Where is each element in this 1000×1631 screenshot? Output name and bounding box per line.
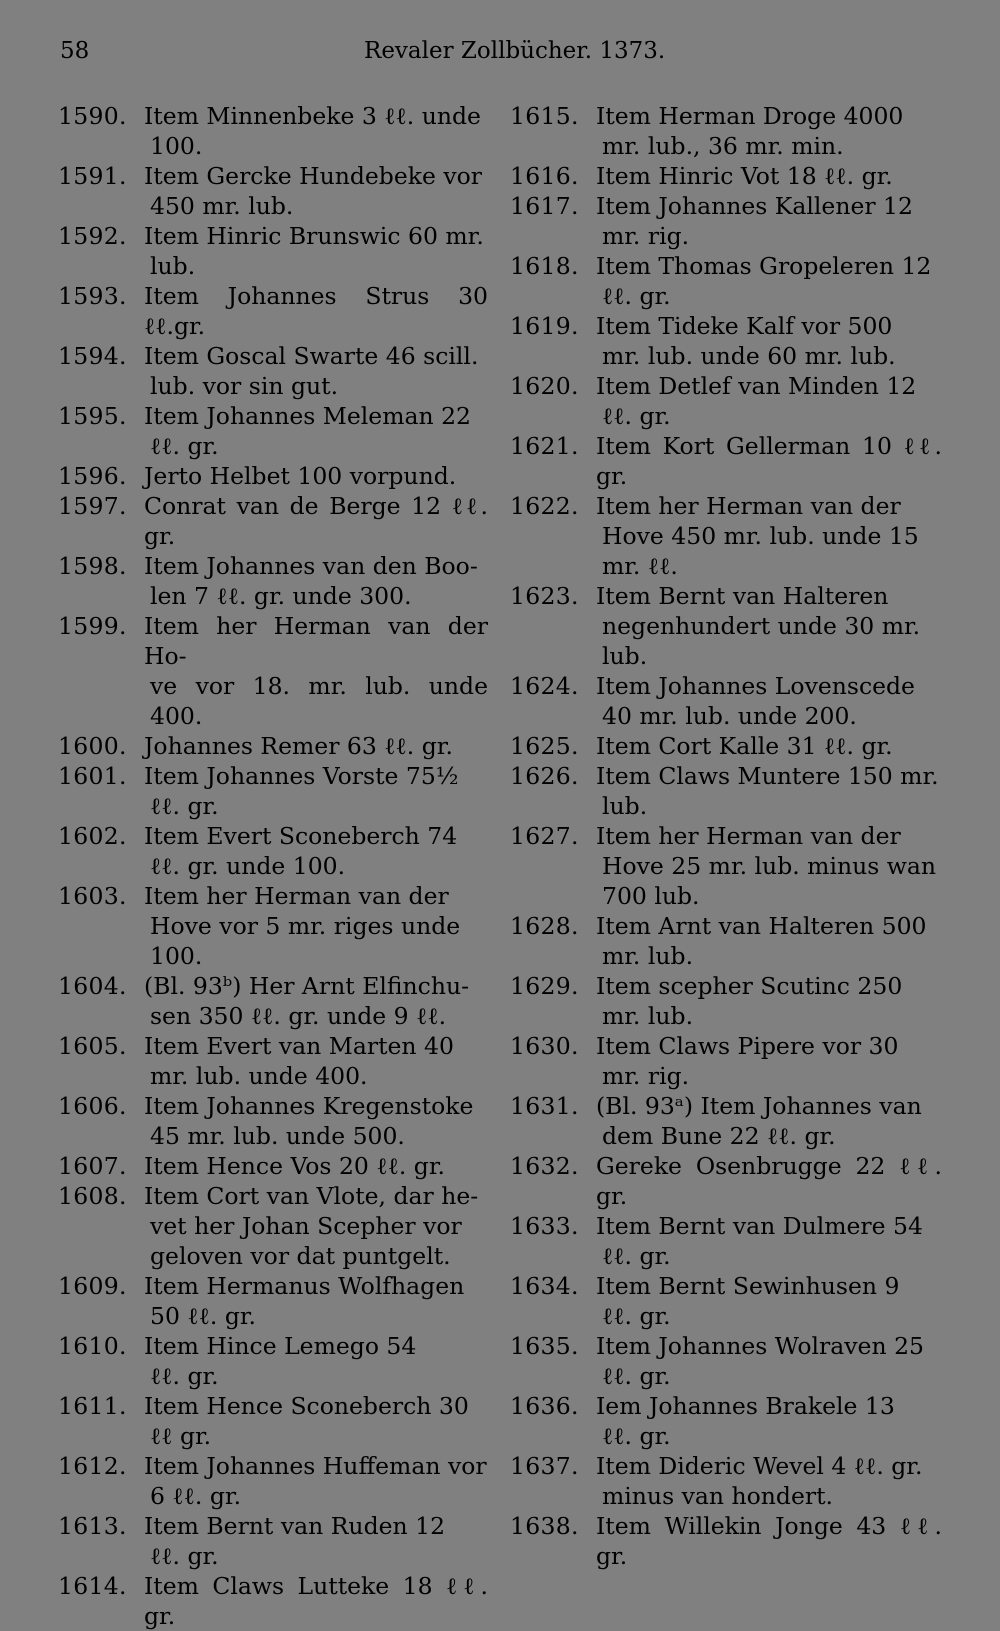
- entry-text: [140, 821, 488, 881]
- entry-number: 1598.: [58, 552, 127, 580]
- entry-number: 1614.: [58, 1572, 127, 1600]
- entry-number: 1621.: [510, 432, 579, 460]
- left-column: [58, 101, 488, 1631]
- entry-text: [592, 671, 942, 731]
- entry-number: 1629.: [510, 972, 579, 1000]
- entry-item: [58, 821, 488, 881]
- entry-item: [58, 761, 488, 821]
- entry-line: Item Hinric Vot 18 ℓℓ. gr.: [596, 162, 893, 190]
- entry-text: [140, 551, 488, 611]
- entry-number: 1609.: [58, 1272, 127, 1300]
- entry-text: [140, 1451, 488, 1511]
- entry-line: Item Dideric Wevel 4 ℓℓ. gr.: [596, 1452, 923, 1480]
- entry-line: Item Detlef van Minden 12: [596, 372, 917, 400]
- entry-line: Item Hinric Brunswic 60 mr.: [144, 222, 484, 250]
- entry-line: (Bl. 93ᵇ) Her Arnt Elfinchu-: [144, 972, 470, 1000]
- entry-item: [510, 491, 942, 581]
- entry-number: 1634.: [510, 1272, 579, 1300]
- entry-number: 1625.: [510, 732, 579, 760]
- entry-text: [592, 731, 942, 761]
- entry-line: Item Johannes van den Boo-: [144, 552, 478, 580]
- entry-line: mr. lub.: [602, 1002, 694, 1030]
- entry-line: Item Johannes Lovenscede: [596, 672, 915, 700]
- entry-line: Item Hence Vos 20 ℓℓ. gr.: [144, 1152, 445, 1180]
- entry-item: [510, 1031, 942, 1091]
- entry-text: [592, 251, 942, 311]
- entry-text: [140, 1511, 488, 1571]
- entry-text: [592, 311, 942, 371]
- entry-number: 1604.: [58, 972, 127, 1000]
- entry-item: [510, 371, 942, 431]
- entry-number: 1638.: [510, 1512, 579, 1540]
- entry-text: [592, 1511, 942, 1571]
- entry-item: [58, 731, 488, 761]
- entry-line: Item Johannes Meleman 22: [144, 402, 472, 430]
- entry-item: [58, 881, 488, 971]
- entry-text: [140, 221, 488, 281]
- entry-number: 1600.: [58, 732, 127, 760]
- entry-line: Item Bernt van Dulmere 54: [596, 1212, 923, 1240]
- entry-text: [592, 1391, 942, 1451]
- entry-number: 1607.: [58, 1152, 127, 1180]
- entry-line: Item scepher Scutinc 250: [596, 972, 903, 1000]
- entry-text: [592, 1271, 942, 1331]
- entry-number: 1626.: [510, 762, 579, 790]
- entry-item: [58, 1391, 488, 1451]
- entry-text: [592, 161, 942, 191]
- entry-item: [58, 1331, 488, 1391]
- entry-line: 6 ℓℓ. gr.: [150, 1482, 242, 1510]
- entry-item: [58, 101, 488, 161]
- entry-item: [58, 221, 488, 281]
- entry-item: [510, 191, 942, 251]
- entry-number: 1591.: [58, 162, 127, 190]
- entry-line: 50 ℓℓ. gr.: [150, 1302, 256, 1330]
- page-number: 58: [60, 38, 90, 64]
- entry-line: Item Goscal Swarte 46 scill.: [144, 342, 479, 370]
- entry-item: [510, 1091, 942, 1151]
- entry-text: [140, 1151, 488, 1181]
- entry-line: Item her Herman van der Ho-: [144, 612, 488, 670]
- entry-text: [140, 341, 488, 401]
- entry-item: [58, 1451, 488, 1511]
- entry-number: 1624.: [510, 672, 579, 700]
- entry-text: [592, 1031, 942, 1091]
- entry-item: [510, 731, 942, 761]
- entry-number: 1622.: [510, 492, 579, 520]
- entry-line: sen 350 ℓℓ. gr. unde 9 ℓℓ.: [150, 1002, 447, 1030]
- entry-line: Iem Johannes Brakele 13: [596, 1392, 895, 1420]
- entry-item: [510, 971, 942, 1031]
- entry-text: [592, 821, 942, 911]
- right-column: [510, 101, 942, 1571]
- entry-line: ℓℓ. gr.: [150, 792, 219, 820]
- entry-line: Conrat van de Berge 12 ℓℓ. gr.: [144, 492, 488, 550]
- entry-line: 100.: [150, 132, 203, 160]
- entry-text: [140, 1571, 488, 1631]
- entry-line: Item Kort Gellerman 10 ℓℓ. gr.: [596, 432, 942, 490]
- entry-number: 1612.: [58, 1452, 127, 1480]
- entry-item: [510, 431, 942, 491]
- entry-line: Hove 25 mr. lub. minus wan: [602, 852, 937, 880]
- entry-number: 1594.: [58, 342, 127, 370]
- entry-line: negenhundert unde 30 mr.: [602, 612, 921, 640]
- entry-number: 1637.: [510, 1452, 579, 1480]
- entry-text: [592, 371, 942, 431]
- entry-line: lub.: [602, 792, 648, 820]
- entry-text: [140, 101, 488, 161]
- entry-number: 1635.: [510, 1332, 579, 1360]
- entry-item: [58, 1031, 488, 1091]
- entry-line: Item Hermanus Wolfhagen: [144, 1272, 465, 1300]
- entry-number: 1627.: [510, 822, 579, 850]
- entry-line: lub.: [150, 252, 196, 280]
- entry-item: [58, 341, 488, 401]
- entry-number: 1590.: [58, 102, 127, 130]
- entry-item: [58, 971, 488, 1031]
- entry-text: [140, 881, 488, 971]
- entry-number: 1602.: [58, 822, 127, 850]
- entry-number: 1630.: [510, 1032, 579, 1060]
- entry-line: ℓℓ. gr.: [602, 282, 671, 310]
- entry-number: 1592.: [58, 222, 127, 250]
- entry-line: Item Claws Muntere 150 mr.: [596, 762, 939, 790]
- entry-number: 1618.: [510, 252, 579, 280]
- entry-line: mr. rig.: [602, 1062, 690, 1090]
- entry-item: [58, 161, 488, 221]
- entry-text: [592, 1331, 942, 1391]
- entry-line: Item Herman Droge 4000: [596, 102, 904, 130]
- entry-item: [58, 1091, 488, 1151]
- entry-text: [592, 191, 942, 251]
- entry-number: 1617.: [510, 192, 579, 220]
- entry-line: Item Bernt van Ruden 12: [144, 1512, 446, 1540]
- entry-text: [140, 281, 488, 341]
- entry-text: [140, 611, 488, 731]
- entry-item: [510, 761, 942, 821]
- entry-line: Item Bernt van Halteren: [596, 582, 889, 610]
- entry-line: Item Hence Sconeberch 30: [144, 1392, 469, 1420]
- entry-text: [140, 401, 488, 461]
- entry-text: [592, 1211, 942, 1271]
- entry-line: Item her Herman van der: [596, 492, 901, 520]
- entry-item: [510, 671, 942, 731]
- entry-text: [140, 761, 488, 821]
- entry-item: [510, 1391, 942, 1451]
- entry-text: [592, 491, 942, 581]
- entry-item: [510, 251, 942, 311]
- entry-item: [510, 1511, 942, 1571]
- entry-text: [592, 1091, 942, 1151]
- entry-text: [592, 431, 942, 491]
- entry-text: [592, 761, 942, 821]
- entry-text: [140, 461, 488, 491]
- entry-line: lub.: [602, 642, 648, 670]
- entry-number: 1619.: [510, 312, 579, 340]
- entry-number: 1596.: [58, 462, 127, 490]
- entry-line: 100.: [150, 942, 203, 970]
- entry-line: Item Claws Lutteke 18 ℓℓ. gr.: [144, 1572, 488, 1630]
- entry-line: mr. lub. unde 400.: [150, 1062, 368, 1090]
- entry-item: [58, 281, 488, 341]
- running-title: Revaler Zollbücher. 1373.: [364, 38, 666, 64]
- entry-item: [58, 1511, 488, 1571]
- entry-text: [140, 491, 488, 551]
- entry-line: Jerto Helbet 100 vorpund.: [144, 462, 457, 490]
- entry-line: len 7 ℓℓ. gr. unde 300.: [150, 582, 412, 610]
- entry-item: [58, 1571, 488, 1631]
- entry-item: [58, 491, 488, 551]
- entry-item: [58, 461, 488, 491]
- entry-text: [592, 971, 942, 1031]
- entry-text: [140, 161, 488, 221]
- entry-item: [58, 401, 488, 461]
- entry-number: 1595.: [58, 402, 127, 430]
- entry-item: [510, 101, 942, 161]
- entry-line: mr. lub. unde 60 mr. lub.: [602, 342, 896, 370]
- entry-number: 1616.: [510, 162, 579, 190]
- entry-line: minus van hondert.: [602, 1482, 834, 1510]
- entry-line: Item Johannes Vorste 75½: [144, 762, 459, 790]
- entry-line: Item Arnt van Halteren 500: [596, 912, 927, 940]
- entry-number: 1605.: [58, 1032, 127, 1060]
- entry-line: Hove vor 5 mr. riges unde: [150, 912, 461, 940]
- entry-line: Item her Herman van der: [596, 822, 901, 850]
- entry-line: 700 lub.: [602, 882, 700, 910]
- entry-line: ℓℓ. gr.: [150, 1542, 219, 1570]
- entry-text: [140, 1271, 488, 1331]
- entry-item: [510, 581, 942, 671]
- page-header: [60, 38, 940, 72]
- entry-line: ℓℓ. gr.: [602, 1302, 671, 1330]
- entry-line: Item Johannes Huffeman vor: [144, 1452, 487, 1480]
- entry-line: Item Bernt Sewinhusen 9: [596, 1272, 900, 1300]
- entry-line: Item Johannes Kregenstoke: [144, 1092, 474, 1120]
- entry-text: [592, 911, 942, 971]
- entry-text: [592, 1451, 942, 1511]
- entry-number: 1606.: [58, 1092, 127, 1120]
- entry-line: 45 mr. lub. unde 500.: [150, 1122, 405, 1150]
- entry-line: Item Johannes Kallener 12: [596, 192, 913, 220]
- entry-item: [510, 1451, 942, 1511]
- entry-line: Item Thomas Gropeleren 12: [596, 252, 932, 280]
- entry-item: [510, 1271, 942, 1331]
- entry-line: ℓℓ. gr.: [150, 1362, 219, 1390]
- entry-item: [510, 1331, 942, 1391]
- entry-line: ve vor 18. mr. lub. unde 400.: [150, 672, 488, 730]
- entry-number: 1599.: [58, 612, 127, 640]
- entry-number: 1632.: [510, 1152, 579, 1180]
- entry-line: ℓℓ. gr.: [602, 402, 671, 430]
- entry-item: [58, 551, 488, 611]
- entry-text: [140, 1391, 488, 1451]
- entry-item: [58, 1151, 488, 1181]
- entry-line: ℓℓ. gr.: [602, 1242, 671, 1270]
- entry-line: (Bl. 93ᵃ) Item Johannes van: [596, 1092, 922, 1120]
- entry-line: Item Tideke Kalf vor 500: [596, 312, 893, 340]
- entry-line: Item Hince Lemego 54: [144, 1332, 417, 1360]
- entry-line: 450 mr. lub.: [150, 192, 294, 220]
- entry-line: dem Bune 22 ℓℓ. gr.: [602, 1122, 836, 1150]
- entry-line: ℓℓ. gr.: [602, 1422, 671, 1450]
- entry-line: Item Johannes Strus 30 ℓℓ.gr.: [144, 282, 488, 340]
- entry-text: [140, 1331, 488, 1391]
- entry-item: [510, 821, 942, 911]
- entry-item: [58, 611, 488, 731]
- entry-line: Item Evert Sconeberch 74: [144, 822, 458, 850]
- entry-item: [510, 1211, 942, 1271]
- entry-line: Item Willekin Jonge 43 ℓℓ. gr.: [596, 1512, 942, 1570]
- entry-line: mr. rig.: [602, 222, 690, 250]
- entry-number: 1613.: [58, 1512, 127, 1540]
- entry-number: 1615.: [510, 102, 579, 130]
- entry-number: 1603.: [58, 882, 127, 910]
- entry-number: 1631.: [510, 1092, 579, 1120]
- entry-line: ℓℓ. gr.: [150, 432, 219, 460]
- entry-number: 1636.: [510, 1392, 579, 1420]
- entry-text: [140, 1091, 488, 1151]
- entry-line: Item her Herman van der: [144, 882, 449, 910]
- entry-line: ℓℓ gr.: [150, 1422, 212, 1450]
- entry-line: Item Claws Pipere vor 30: [596, 1032, 899, 1060]
- entry-line: vet her Johan Scepher vor: [150, 1212, 462, 1240]
- entry-item: [58, 1271, 488, 1331]
- entry-line: Item Evert van Marten 40: [144, 1032, 454, 1060]
- entry-number: 1633.: [510, 1212, 579, 1240]
- entry-number: 1623.: [510, 582, 579, 610]
- entry-text: [140, 731, 488, 761]
- entry-item: [510, 1151, 942, 1211]
- entry-number: 1608.: [58, 1182, 127, 1210]
- entry-number: 1593.: [58, 282, 127, 310]
- entry-number: 1628.: [510, 912, 579, 940]
- entry-number: 1610.: [58, 1332, 127, 1360]
- entry-text: [140, 971, 488, 1031]
- entry-line: ℓℓ. gr.: [602, 1362, 671, 1390]
- entry-number: 1601.: [58, 762, 127, 790]
- entry-line: Item Gercke Hundebeke vor: [144, 162, 483, 190]
- entry-line: Hove 450 mr. lub. unde 15: [602, 522, 919, 550]
- entry-item: [58, 1181, 488, 1271]
- entry-line: ℓℓ. gr. unde 100.: [150, 852, 346, 880]
- entry-number: 1611.: [58, 1392, 127, 1420]
- entry-line: Item Cort Kalle 31 ℓℓ. gr.: [596, 732, 893, 760]
- entry-line: mr. lub., 36 mr. min.: [602, 132, 844, 160]
- entry-line: Johannes Remer 63 ℓℓ. gr.: [144, 732, 453, 760]
- entry-line: Item Minnenbeke 3 ℓℓ. unde: [144, 102, 481, 130]
- entry-text: [140, 1031, 488, 1091]
- entry-text: [592, 581, 942, 671]
- entry-item: [510, 311, 942, 371]
- entry-line: geloven vor dat puntgelt.: [150, 1242, 451, 1270]
- entry-item: [510, 161, 942, 191]
- entry-line: mr. ℓℓ.: [602, 552, 678, 580]
- entry-line: Gereke Osenbrugge 22 ℓℓ. gr.: [596, 1152, 942, 1210]
- entry-line: Item Johannes Wolraven 25: [596, 1332, 924, 1360]
- entry-text: [140, 1181, 488, 1271]
- entry-number: 1597.: [58, 492, 127, 520]
- entry-item: [510, 911, 942, 971]
- entry-line: 40 mr. lub. unde 200.: [602, 702, 857, 730]
- entry-line: lub. vor sin gut.: [150, 372, 339, 400]
- entry-line: mr. lub.: [602, 942, 694, 970]
- entry-text: [592, 1151, 942, 1211]
- entry-line: Item Cort van Vlote, dar he-: [144, 1182, 479, 1210]
- entry-number: 1620.: [510, 372, 579, 400]
- entry-text: [592, 101, 942, 161]
